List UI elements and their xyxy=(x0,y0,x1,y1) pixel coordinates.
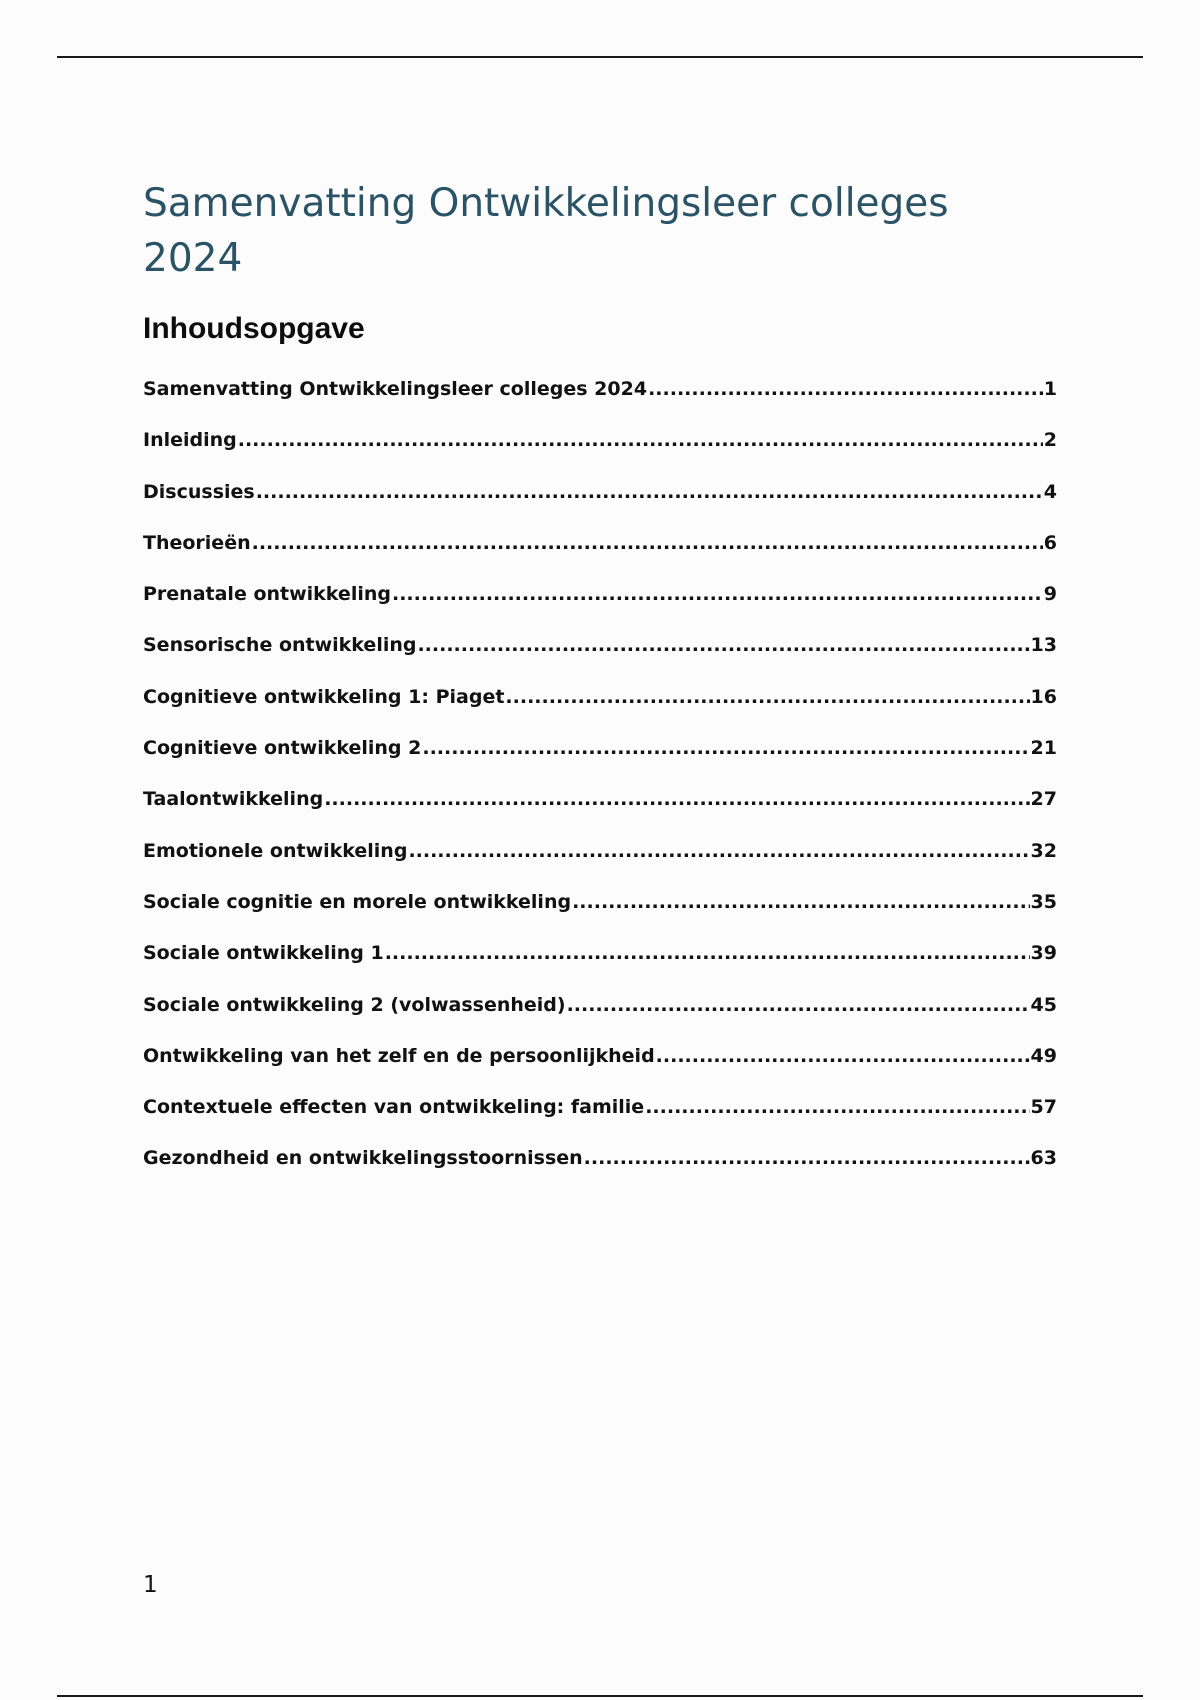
toc-entry[interactable] xyxy=(143,476,1057,527)
toc-entry[interactable] xyxy=(143,732,1057,783)
table-of-contents xyxy=(143,373,1057,1194)
toc-entry-page: 9 xyxy=(1043,583,1057,606)
toc-entry-page: 49 xyxy=(1030,1044,1057,1067)
toc-entry-title: Theorieën xyxy=(143,531,251,554)
toc-entry-page: 45 xyxy=(1030,993,1057,1016)
toc-dot-leader xyxy=(656,1040,1030,1072)
toc-entry[interactable] xyxy=(143,835,1057,886)
toc-entry-title: Contextuele effecten van ontwikkeling: familie xyxy=(143,1096,645,1119)
toc-entry-page: 2 xyxy=(1043,429,1057,452)
toc-dot-leader xyxy=(417,629,1029,661)
toc-entry-title: Samenvatting Ontwikkelingsleer colleges 2024 xyxy=(143,378,648,400)
toc-entry[interactable] xyxy=(143,373,1057,424)
toc-entry-title: Prenatale ontwikkeling xyxy=(143,583,391,606)
toc-entry-title: Sociale ontwikkeling 1 xyxy=(143,942,384,965)
toc-entry-page: 35 xyxy=(1030,890,1057,913)
toc-entry[interactable] xyxy=(143,629,1057,680)
toc-dot-leader xyxy=(505,681,1029,713)
toc-entry[interactable] xyxy=(143,1091,1057,1142)
toc-dot-leader xyxy=(392,578,1043,610)
toc-heading: Inhoudsopgave xyxy=(143,312,365,345)
toc-entry-page: 4 xyxy=(1043,480,1057,503)
toc-entry-page: 32 xyxy=(1030,839,1057,862)
toc-dot-leader xyxy=(567,989,1030,1021)
bottom-rule xyxy=(57,1695,1143,1697)
toc-entry-page: 39 xyxy=(1030,942,1057,965)
toc-entry[interactable] xyxy=(143,1142,1057,1193)
top-rule xyxy=(57,56,1143,58)
toc-entry-title: Ontwikkeling van het zelf en de persoonlijkheid xyxy=(143,1044,655,1067)
toc-entry-page: 57 xyxy=(1030,1096,1057,1119)
toc-entry[interactable] xyxy=(143,578,1057,629)
toc-dot-leader xyxy=(385,937,1030,969)
toc-entry-page: 13 xyxy=(1030,634,1057,657)
toc-entry[interactable] xyxy=(143,1040,1057,1091)
toc-dot-leader xyxy=(584,1142,1030,1174)
toc-entry-page: 6 xyxy=(1043,531,1057,554)
toc-dot-leader xyxy=(256,476,1043,508)
toc-dot-leader xyxy=(408,835,1029,867)
toc-entry-page: 63 xyxy=(1030,1147,1057,1170)
toc-entry-title: Emotionele ontwikkeling xyxy=(143,839,408,862)
toc-entry[interactable] xyxy=(143,783,1057,834)
toc-entry-page: 16 xyxy=(1030,685,1057,708)
toc-entry-title: Sociale ontwikkeling 2 (volwassenheid) xyxy=(143,993,566,1016)
toc-entry[interactable] xyxy=(143,989,1057,1040)
toc-dot-leader xyxy=(422,732,1029,764)
toc-dot-leader xyxy=(645,1091,1029,1123)
toc-entry-title: Taalontwikkeling xyxy=(143,788,324,811)
toc-entry-title: Cognitieve ontwikkeling 2 xyxy=(143,737,422,760)
toc-entry-title: Sociale cognitie en morele ontwikkeling xyxy=(143,890,572,913)
toc-dot-leader xyxy=(572,886,1029,918)
toc-entry[interactable] xyxy=(143,937,1057,988)
toc-dot-leader xyxy=(238,424,1043,456)
toc-entry-page: 27 xyxy=(1030,788,1057,811)
toc-entry-title: Inleiding xyxy=(143,429,237,452)
toc-dot-leader xyxy=(324,783,1029,815)
toc-entry[interactable] xyxy=(143,527,1057,578)
toc-entry[interactable] xyxy=(143,886,1057,937)
page-number: 1 xyxy=(143,1572,158,1598)
document-title: Samenvatting Ontwikkelingsleer colleges 2024 xyxy=(143,181,949,281)
toc-entry[interactable] xyxy=(143,681,1057,732)
toc-entry-page: 21 xyxy=(1030,737,1057,760)
toc-entry-title: Sensorische ontwikkeling xyxy=(143,634,417,657)
toc-entry-title: Cognitieve ontwikkeling 1: Piaget xyxy=(143,685,505,708)
toc-entry-title: Discussies xyxy=(143,480,255,503)
toc-dot-leader xyxy=(648,373,1043,405)
toc-entry[interactable] xyxy=(143,424,1057,475)
toc-entry-title: Gezondheid en ontwikkelingsstoornissen xyxy=(143,1147,583,1170)
toc-entry-page: 1 xyxy=(1043,378,1057,400)
toc-dot-leader xyxy=(252,527,1043,559)
